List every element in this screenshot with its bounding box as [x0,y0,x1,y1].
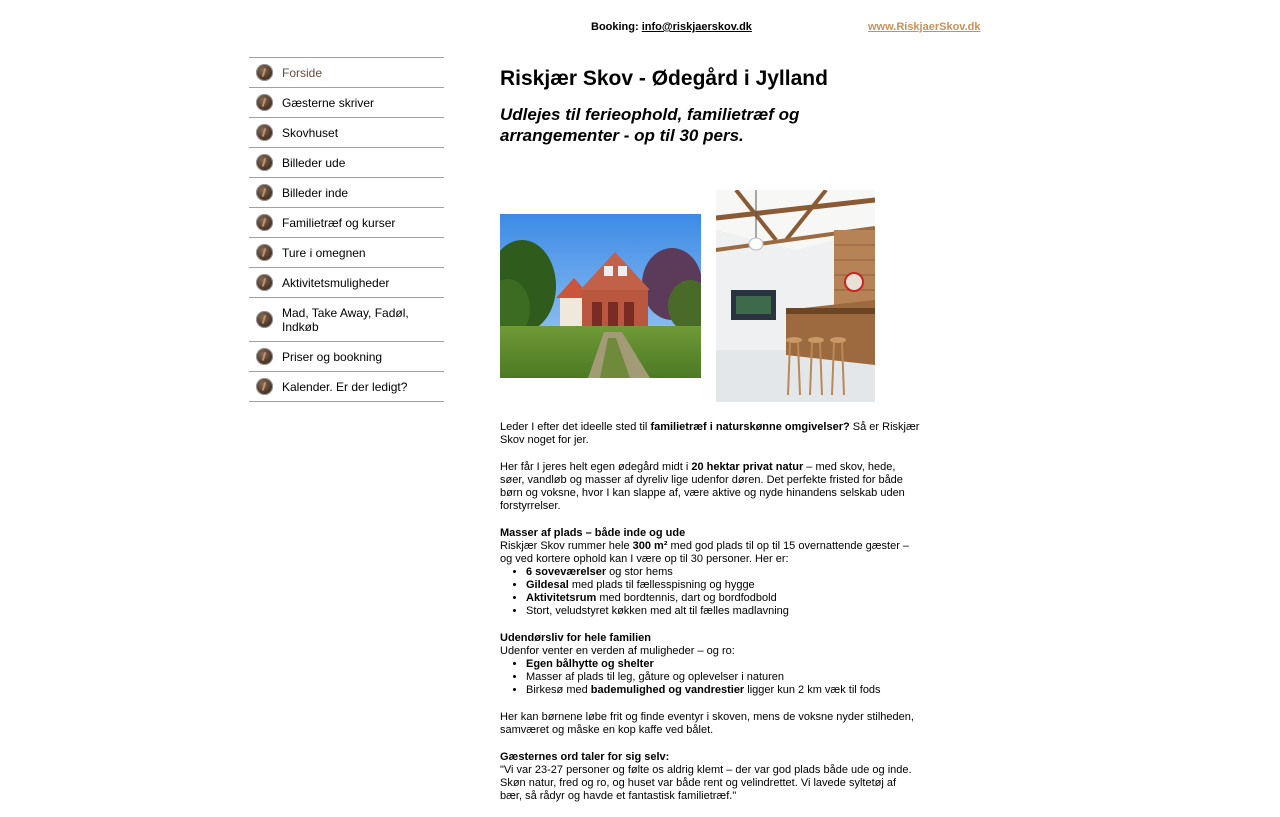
outdoor-text: Udenfor venter en verden af muligheder – og ro: [500,645,735,657]
nav-item-label: Gæsterne skriver [282,95,375,110]
nav-item-label: Billeder inde [282,185,349,200]
children-paragraph: Her kan børnene løbe frit og finde eventyr i skoven, mens de voksne nyder stilheden, samværet og måske en kop kaffe ved bålet. [500,711,914,736]
nav-item-food[interactable] [249,298,444,342]
nav-item-family-events[interactable] [249,208,444,238]
space-list [500,566,920,618]
intro-highlight: familietræf i naturskønne omgivelser? [650,421,850,433]
outdoor-heading: Udendørsliv for hele familien [500,632,651,644]
guests-paragraph [500,751,920,803]
coffee-bean-icon [256,348,273,365]
list-item: • Gildesal med plads til fællesspisning og hygge [526,579,920,592]
coffee-bean-icon [256,94,273,111]
guests-quote: "Vi var 23-27 personer og følte os aldrig klemt – der var god plads både ude og inde. Skøn natur, fred og ro, og huset var både rent og velindrettet. Vi lavede syltetøj af bær, så rådyr og havde et fantastisk familietræf." [500,764,912,802]
main-content [500,421,920,817]
nav-item-label: Kalender. Er der ledigt? [282,379,408,394]
booking-label: Booking: [591,21,639,33]
nav-item-pictures-outside[interactable] [249,148,444,178]
coffee-bean-icon [256,244,273,261]
outdoor-list [500,658,920,697]
coffee-bean-icon [256,311,273,328]
booking-email-link[interactable]: info@riskjaerskov.dk [641,21,752,33]
space-area: 300 m² [632,540,668,552]
nature-highlight: 20 hektar privat natur [691,461,804,473]
nav-item-pictures-inside[interactable] [249,178,444,208]
outdoor-paragraph [500,632,920,658]
nature-text: Her får I jeres helt egen ødegård midt i [500,461,692,473]
nature-text-end: – med skov, hede, søer, vandløb og masser af dyreliv lige udenfor døren. Det perfekte fristed for både børn og voksne, hvor I kan slappe af, være aktive og nyde hinandens selskab uden forstyrrelser. [500,461,905,512]
list-item: • Masser af plads til leg, gåture og oplevelser i naturen [526,671,920,684]
nav-item-label: Priser og bookning [282,349,383,364]
list-item: • Egen bålhytte og shelter [526,658,920,671]
page-subtitle: Udlejes til ferieophold, familietræf og arrangementer - op til 30 pers. [500,105,800,145]
space-text: Riskjær Skov rummer hele [500,540,633,552]
nav-item-label: Familietræf og kurser [282,215,396,230]
nav-item-skovhuset[interactable] [249,118,444,148]
main-header [500,66,920,146]
nav-item-trips[interactable] [249,238,444,268]
interior-image [716,190,875,402]
coffee-bean-icon [256,124,273,141]
nav-item-label: Forside [282,65,323,80]
intro-paragraph [500,421,920,447]
nav-item-prices[interactable] [249,342,444,372]
space-paragraph [500,527,920,566]
list-item: • Birkesø med bademulighed og vandrestier ligger kun 2 km væk til fods [526,684,920,697]
coffee-bean-icon [256,214,273,231]
interior-photo[interactable] [716,190,875,402]
list-item: • Stort, veludstyret køkken med alt til fælles madlavning [526,605,920,618]
coffee-bean-icon [256,274,273,291]
nav-item-guests[interactable] [249,88,444,118]
page-title: Riskjær Skov - Ødegård i Jylland [500,67,828,90]
nav-item-label: Aktivitetsmuligheder [282,275,390,290]
site-link[interactable]: www.RiskjaerSkov.dk [868,21,981,33]
guests-heading: Gæsternes ord taler for sig selv: [500,751,670,763]
nature-paragraph [500,461,920,513]
coffee-bean-icon [256,154,273,171]
list-item: • 6 soveværelser og stor hems [526,566,920,579]
sidebar-nav [249,57,444,402]
nav-item-label: Mad, Take Away, Fadøl, Indkøb [282,305,409,334]
list-item: • Aktivitetsrum med bordtennis, dart og bordfodbold [526,592,920,605]
coffee-bean-icon [256,378,273,395]
nav-item-label: Ture i omegnen [282,245,366,260]
nav-item-forside[interactable] [249,58,444,88]
space-text-end: med god plads til op til 15 overnattende gæster – og ved kortere ophold kan I være op til 30 personer. Her er: [500,540,910,565]
nav-item-label: Billeder ude [282,155,346,170]
nav-item-calendar[interactable] [249,372,444,402]
coffee-bean-icon [256,184,273,201]
nav-item-activities[interactable] [249,268,444,298]
space-heading: Masser af plads – både inde og ude [500,527,686,539]
intro-text: Leder I efter det ideelle sted til [500,421,651,433]
house-exterior-photo[interactable] [500,214,701,378]
intro-text-end: Så er Riskjær Skov noget for jer. [500,421,920,446]
booking-info [591,21,752,33]
nav-item-label: Skovhuset [282,125,339,140]
coffee-bean-icon [256,64,273,81]
house-exterior-image [500,214,701,378]
